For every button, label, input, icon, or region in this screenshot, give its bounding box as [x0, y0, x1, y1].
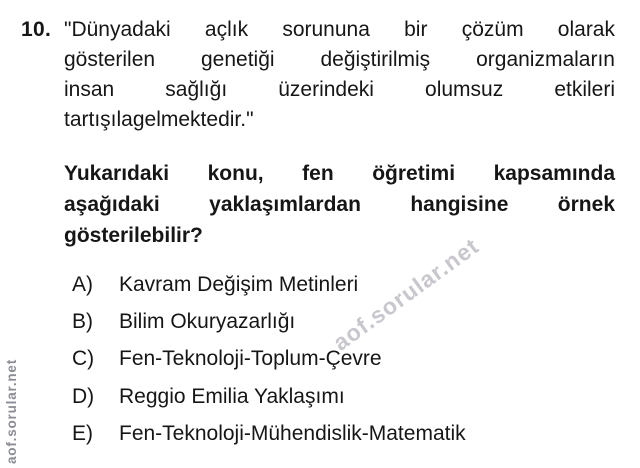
option-a-letter: A)	[72, 273, 93, 296]
option-c-text: Fen-Teknoloji-Toplum-Çevre	[119, 347, 382, 370]
option-e-letter: E)	[72, 422, 93, 445]
option-c	[72, 344, 572, 374]
prompt-line: aşağıdaki yaklaşımlardan hangisine örnek	[64, 193, 615, 216]
question-number: 10.	[21, 18, 52, 41]
option-e	[72, 419, 572, 449]
option-a	[72, 270, 572, 300]
passage-line: tartışılagelmektedir."	[64, 108, 254, 131]
passage-line: gösterilen genetiği değiştirilmiş organizmaların	[64, 48, 615, 71]
option-c-letter: C)	[72, 347, 95, 370]
option-d-text: Reggio Emilia Yaklaşımı	[119, 385, 345, 408]
passage-line: "Dünyadaki açlık sorununa bir çözüm olarak	[64, 18, 615, 41]
option-a-text: Kavram Değişim Metinleri	[119, 273, 359, 296]
prompt-line: gösterilebilir?	[64, 224, 203, 247]
passage-line: insan sağlığı üzerindeki olumsuz etkileri	[64, 78, 615, 101]
option-d-letter: D)	[72, 385, 95, 408]
option-b-letter: B)	[72, 310, 93, 333]
option-d	[72, 382, 572, 412]
option-b	[72, 307, 572, 337]
prompt-line: Yukarıdaki konu, fen öğretimi kapsamında	[64, 162, 615, 185]
option-b-text: Bilim Okuryazarlığı	[119, 310, 296, 333]
question-prompt	[64, 158, 615, 251]
option-e-text: Fen-Teknoloji-Mühendislik-Matematik	[119, 422, 466, 445]
watermark-side: aof.sorular.net	[4, 358, 19, 464]
watermark-diagonal: aof.sorular.net	[328, 232, 484, 356]
question-passage	[64, 15, 615, 135]
